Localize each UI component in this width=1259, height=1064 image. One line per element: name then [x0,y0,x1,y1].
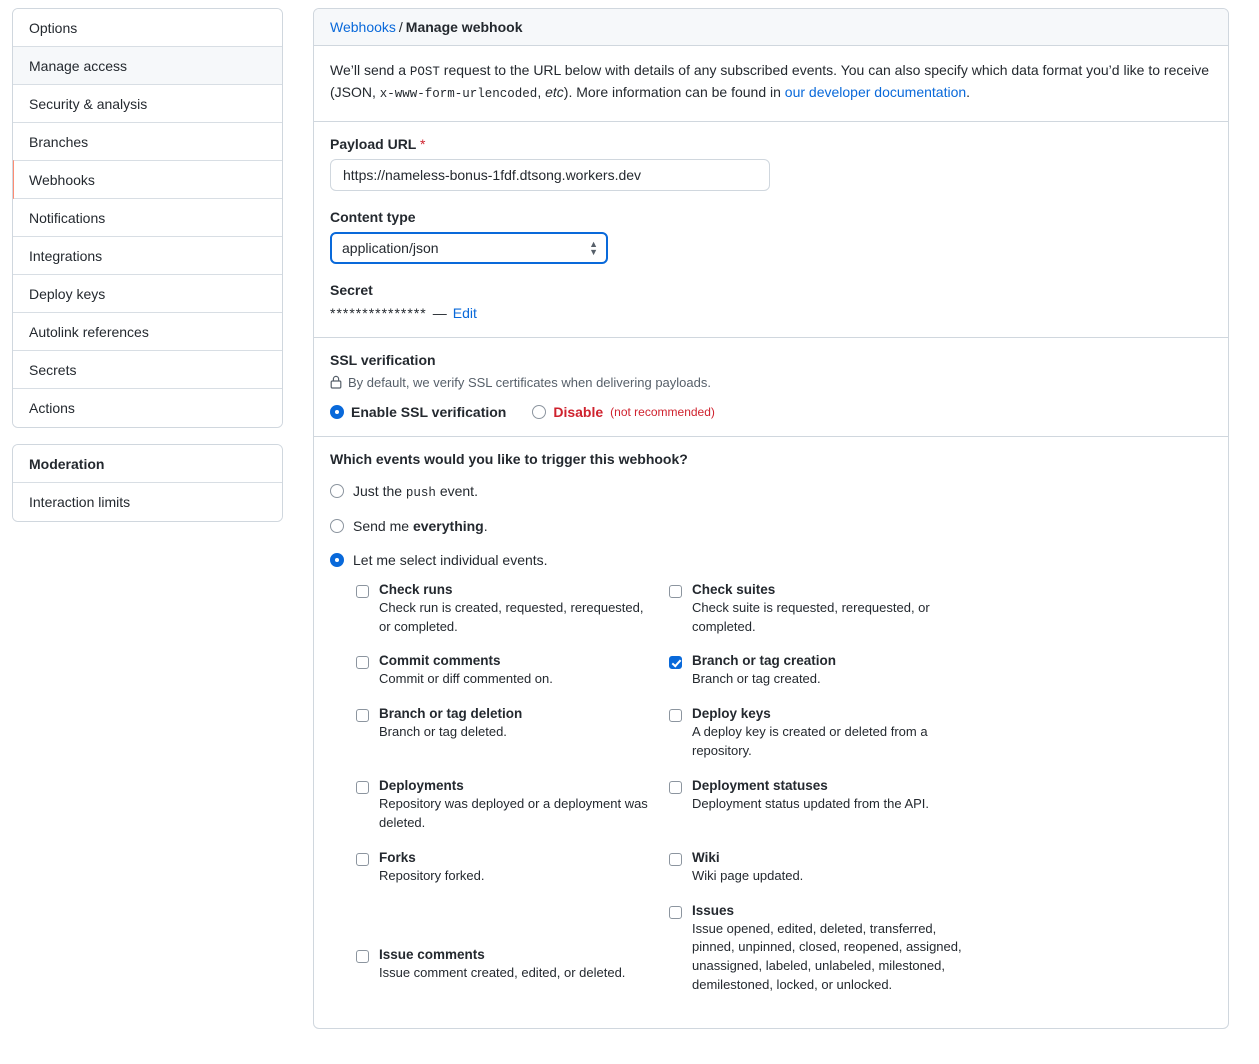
sidebar-item-security-analysis[interactable] [13,85,282,123]
sidebar-heading-moderation [13,445,282,483]
lock-icon [330,375,342,389]
event-mode-bold: everything [412,517,484,534]
sidebar-item-label: Actions [29,400,75,416]
event-description: Check run is created, requested, rerequested, or completed. [379,599,644,634]
event-description: Issue comment created, edited, or deleted. [379,964,626,980]
intro-code-post: POST [409,65,440,79]
sidebar-item-label: Branches [29,133,89,150]
intro-part1: We’ll send a [330,62,410,78]
event-item-issues[interactable] [669,903,1212,995]
event-checkbox-deployment-statuses[interactable] [669,781,682,794]
event-item-check-suites[interactable] [669,582,1212,637]
sidebar-item-integrations[interactable] [13,237,282,275]
event-item-deployments[interactable] [356,778,669,833]
developer-documentation-link[interactable]: our developer documentation [784,84,967,101]
event-mode-everything[interactable] [330,518,1212,534]
sidebar-item-secrets[interactable] [13,351,282,389]
event-description: Check suite is requested, rerequested, or completed. [692,599,930,634]
event-title: Deploy keys [692,706,771,722]
ssl-disable-sublabel: (not recommended) [610,404,715,419]
sidebar-item-label: Manage access [29,57,128,74]
event-description: Issue opened, edited, deleted, transferred, pinned, unpinned, closed, reopened, assigned, unassigned, labeled, unlabeled, milestoned, demilestoned, locked, or unlocked. [692,920,962,993]
event-text [379,582,649,637]
content-type-select[interactable] [330,232,608,264]
ssl-note-text: By default, we verify SSL certificates when delivering payloads. [348,374,711,390]
event-title: Branch or tag deletion [379,706,523,722]
event-checkbox-branch-or-tag-deletion[interactable] [356,709,369,722]
event-title: Check runs [379,581,453,597]
webhook-settings-section [314,122,1228,338]
event-checkbox-wiki[interactable] [669,853,682,866]
event-checkbox-deployments[interactable] [356,781,369,794]
payload-url-label [330,136,1212,152]
event-title: Deployment statuses [692,777,828,793]
event-text [692,582,964,637]
event-description: Wiki page updated. [692,867,804,883]
ssl-radio-group [330,404,1212,420]
sidebar-group-settings [12,8,283,428]
event-text [692,778,929,814]
event-checkbox-issues[interactable] [669,906,682,919]
sidebar-item-manage-access[interactable] [13,47,282,85]
intro-part5: . [966,84,971,101]
sidebar-item-label: Notifications [29,209,106,226]
event-text [692,706,964,761]
event-text [379,778,649,833]
ssl-verification-label: SSL verification [330,351,436,368]
sidebar-item-label: Autolink references [29,323,149,340]
secret-value-row [330,305,1212,321]
event-mode-prefix: Just the [353,482,406,499]
sidebar-group-moderation [12,444,283,522]
event-description: A deploy key is created or deleted from a repository. [692,724,928,759]
event-mode-just-push-radio[interactable] [330,484,344,498]
sidebar-item-label: Deploy keys [29,285,106,302]
event-mode-everything-label [353,518,488,534]
intro-part4: ). More information can be found in [563,84,785,101]
event-mode-just-push-label [353,483,478,500]
sidebar-item-autolink-references[interactable] [13,313,282,351]
chevron-updown-icon: ▲ ▼ [589,238,598,257]
sidebar-item-deploy-keys[interactable] [13,275,282,313]
event-mode-everything-radio[interactable] [330,519,344,533]
event-description: Commit or diff commented on. [379,671,553,687]
event-text [692,850,803,886]
payload-url-label-text: Payload URL [330,135,417,152]
event-mode-individual-radio[interactable] [330,553,344,567]
event-title: Issues [692,902,735,918]
event-text [379,850,485,886]
event-title: Wiki [692,849,720,865]
event-title: Commit comments [379,653,501,669]
event-text [379,947,625,983]
ssl-note [330,375,1212,390]
intro-section [314,46,1228,122]
sidebar-item-label: Webhooks [29,171,95,188]
intro-part3: , [537,84,546,101]
event-description: Deployment status updated from the API. [692,795,930,811]
secret-label: Secret [330,281,373,298]
event-item-deploy-keys[interactable] [669,706,1212,761]
sidebar-item-label: Integrations [29,247,103,264]
sidebar-item-actions[interactable] [13,389,282,427]
ssl-disable-radio[interactable] [532,405,546,419]
ssl-enable-radio[interactable] [330,405,344,419]
event-item-forks[interactable] [356,850,669,886]
ssl-disable-label: Disable [553,403,604,420]
event-mode-code-push: push [405,485,436,500]
breadcrumb-webhooks-link[interactable]: Webhooks [330,19,396,35]
main-content [283,0,1259,1064]
event-text [379,653,553,689]
payload-url-required-marker: * [420,135,426,152]
sidebar-item-interaction-limits[interactable] [13,483,282,521]
ssl-enable-option[interactable] [330,404,506,420]
event-checkbox-forks[interactable] [356,853,369,866]
event-mode-prefix: Send me [353,517,413,534]
content-type-select-wrap [330,232,608,264]
event-item-commit-comments[interactable] [356,653,669,689]
event-mode-suffix: . [483,517,488,534]
event-text [379,706,522,742]
event-item-deployment-statuses[interactable] [669,778,1212,833]
event-mode-individual-label: Let me select individual events. [353,551,548,568]
secret-masked-value: *************** [330,304,427,321]
sidebar-heading-label: Moderation [29,455,105,472]
event-mode-individual[interactable] [330,552,1212,568]
intro-code-urlencoded: x-www-form-urlencoded [379,87,538,102]
events-grid [356,582,1212,1012]
event-title: Forks [379,849,416,865]
sidebar-item-label: Secrets [29,361,77,378]
ssl-enable-label: Enable SSL verification [351,403,507,420]
event-checkbox-check-runs[interactable] [356,585,369,598]
event-checkbox-commit-comments[interactable] [356,656,369,669]
sidebar-item-label: Interaction limits [29,494,131,510]
event-description: Branch or tag deleted. [379,724,507,740]
intro-part2: request to the URL below with details of any subscribed events. You can also specify which data format you’d like to receive (JSON, [330,62,1210,101]
intro-text [330,60,1212,105]
event-checkbox-deploy-keys[interactable] [669,709,682,722]
sidebar-item-label: Options [29,19,78,36]
event-text [692,903,964,995]
secret-dash: — [432,304,447,321]
sidebar-item-branches[interactable] [13,123,282,161]
sidebar-item-webhooks[interactable] [13,161,282,199]
event-title: Check suites [692,581,776,597]
sidebar-item-label: Security & analysis [29,95,148,112]
event-text [692,653,836,689]
event-checkbox-branch-or-tag-creation[interactable] [669,656,682,669]
webhook-panel [313,8,1229,1029]
secret-edit-link[interactable]: Edit [452,304,477,321]
event-description: Repository was deployed or a deployment was deleted. [379,795,648,830]
event-item-check-runs[interactable] [356,582,669,637]
event-checkbox-issue-comments[interactable] [356,950,369,963]
event-description: Branch or tag created. [692,671,821,687]
event-checkbox-check-suites[interactable] [669,585,682,598]
ssl-disable-option[interactable] [532,404,715,420]
breadcrumb-separator: / [398,19,403,35]
intro-italic-etc: etc [545,84,564,101]
events-question: Which events would you like to trigger this webhook? [330,450,688,467]
event-title: Deployments [379,777,464,793]
sidebar-item-notifications[interactable] [13,199,282,237]
settings-sidebar [0,0,283,1064]
payload-url-input[interactable] [330,159,770,191]
event-item-wiki[interactable] [669,850,1212,886]
sidebar-item-options[interactable] [13,9,282,47]
content-type-label: Content type [330,208,416,225]
ssl-verification-section [314,338,1228,437]
event-mode-suffix: event. [435,482,478,499]
event-mode-just-push[interactable] [330,483,1212,500]
event-item-branch-or-tag-creation[interactable] [669,653,1212,689]
breadcrumb [314,9,1228,46]
event-description: Repository forked. [379,867,485,883]
event-item-branch-or-tag-deletion[interactable] [356,706,669,761]
event-item-issue-comments[interactable] [356,947,669,995]
events-section [314,437,1228,1028]
breadcrumb-current: Manage webhook [405,19,523,35]
event-title: Issue comments [379,946,485,962]
event-title: Branch or tag creation [692,653,837,669]
